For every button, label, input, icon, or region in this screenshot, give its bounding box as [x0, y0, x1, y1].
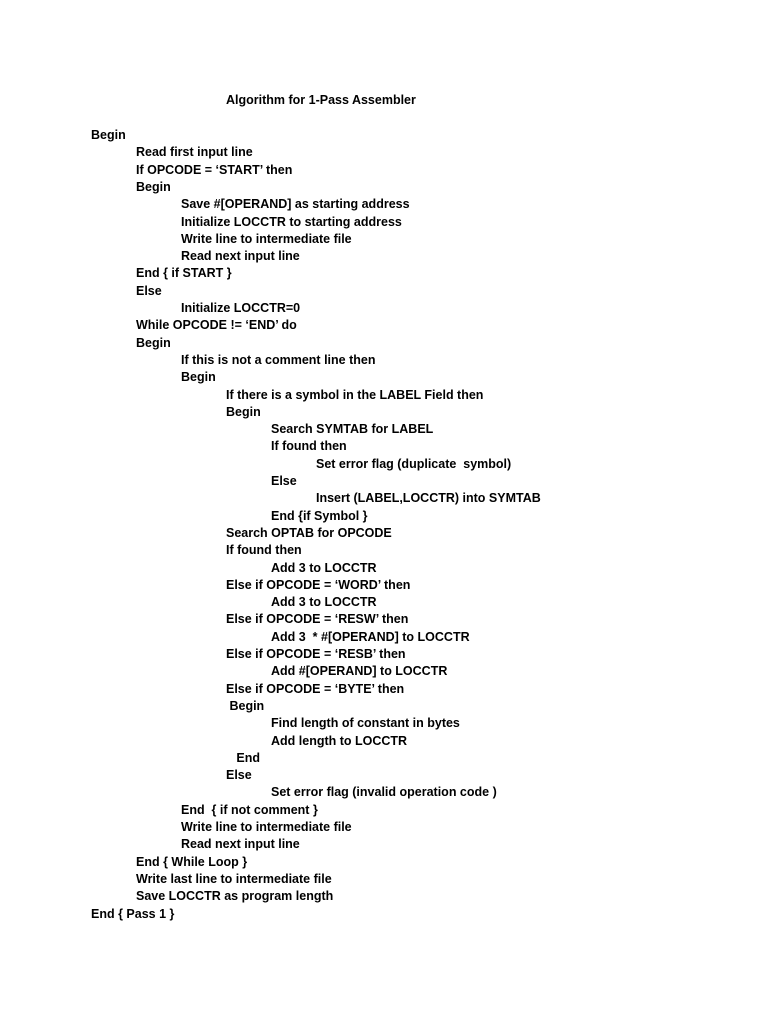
algorithm-line: Begin: [136, 335, 171, 350]
algorithm-line: If this is not a comment line then: [181, 352, 376, 367]
algorithm-line: Else: [136, 283, 162, 298]
algorithm-line: Begin: [91, 128, 126, 142]
algorithm-line: If found then: [271, 439, 347, 454]
algorithm-line: Initialize LOCCTR to starting address: [181, 214, 402, 229]
algorithm-line: If there is a symbol in the LABEL Field then: [226, 387, 484, 402]
algorithm-line: Set error flag (duplicate symbol): [316, 456, 512, 471]
algorithm-line: Add 3 * #[OPERAND] to LOCCTR: [271, 629, 470, 644]
algorithm-line: Begin: [136, 179, 171, 194]
algorithm-line: End { While Loop }: [136, 854, 248, 869]
algorithm-line: Add length to LOCCTR: [271, 733, 408, 748]
algorithm-line: End { if not comment }: [181, 802, 318, 817]
algorithm-line: End {if Symbol }: [271, 508, 368, 523]
document-title: Algorithm for 1-Pass Assembler: [226, 93, 416, 107]
algorithm-line: End: [226, 750, 261, 765]
algorithm-line: Else if OPCODE = ‘BYTE’ then: [226, 681, 405, 696]
algorithm-line: Write last line to intermediate file: [136, 871, 332, 886]
algorithm-line: Search OPTAB for OPCODE: [226, 525, 392, 540]
algorithm-line: If found then: [226, 543, 302, 558]
algorithm-line: Initialize LOCCTR=0: [181, 301, 301, 315]
algorithm-line: Search SYMTAB for LABEL: [271, 422, 434, 437]
algorithm-line: Write line to intermediate file: [181, 231, 352, 246]
algorithm-line: Read next input line: [181, 249, 300, 264]
algorithm-line: Else if OPCODE = ‘RESB’ then: [226, 647, 406, 661]
algorithm-line: Add 3 to LOCCTR: [271, 595, 377, 610]
algorithm-line: Begin: [181, 370, 216, 385]
algorithm-line: Save #[OPERAND] as starting address: [181, 197, 410, 212]
algorithm-line: Save LOCCTR as program length: [136, 889, 334, 904]
algorithm-line: Find length of constant in bytes: [271, 716, 460, 731]
algorithm-line: Set error flag (invalid operation code ): [271, 785, 497, 800]
algorithm-line: Read next input line: [181, 837, 300, 852]
algorithm-line: Else: [226, 768, 252, 783]
algorithm-line: Begin: [226, 698, 265, 713]
algorithm-line: Else if OPCODE = ‘RESW’ then: [226, 612, 409, 627]
algorithm-line: Begin: [226, 404, 261, 419]
algorithm-line: Insert (LABEL,LOCCTR) into SYMTAB: [316, 491, 541, 506]
algorithm-line: End { if START }: [136, 266, 232, 281]
algorithm-line: Read first input line: [136, 145, 253, 160]
algorithm-line: Else if OPCODE = ‘WORD’ then: [226, 577, 411, 592]
algorithm-line: If OPCODE = ‘START’ then: [136, 162, 293, 177]
algorithm-line: Add 3 to LOCCTR: [271, 560, 377, 575]
algorithm-line: While OPCODE != ‘END’ do: [136, 318, 297, 333]
algorithm-line: Add #[OPERAND] to LOCCTR: [271, 664, 448, 679]
algorithm-line: Write line to intermediate file: [181, 820, 352, 834]
algorithm-line: End { Pass 1 }: [91, 906, 175, 921]
algorithm-line: Else: [271, 474, 297, 488]
